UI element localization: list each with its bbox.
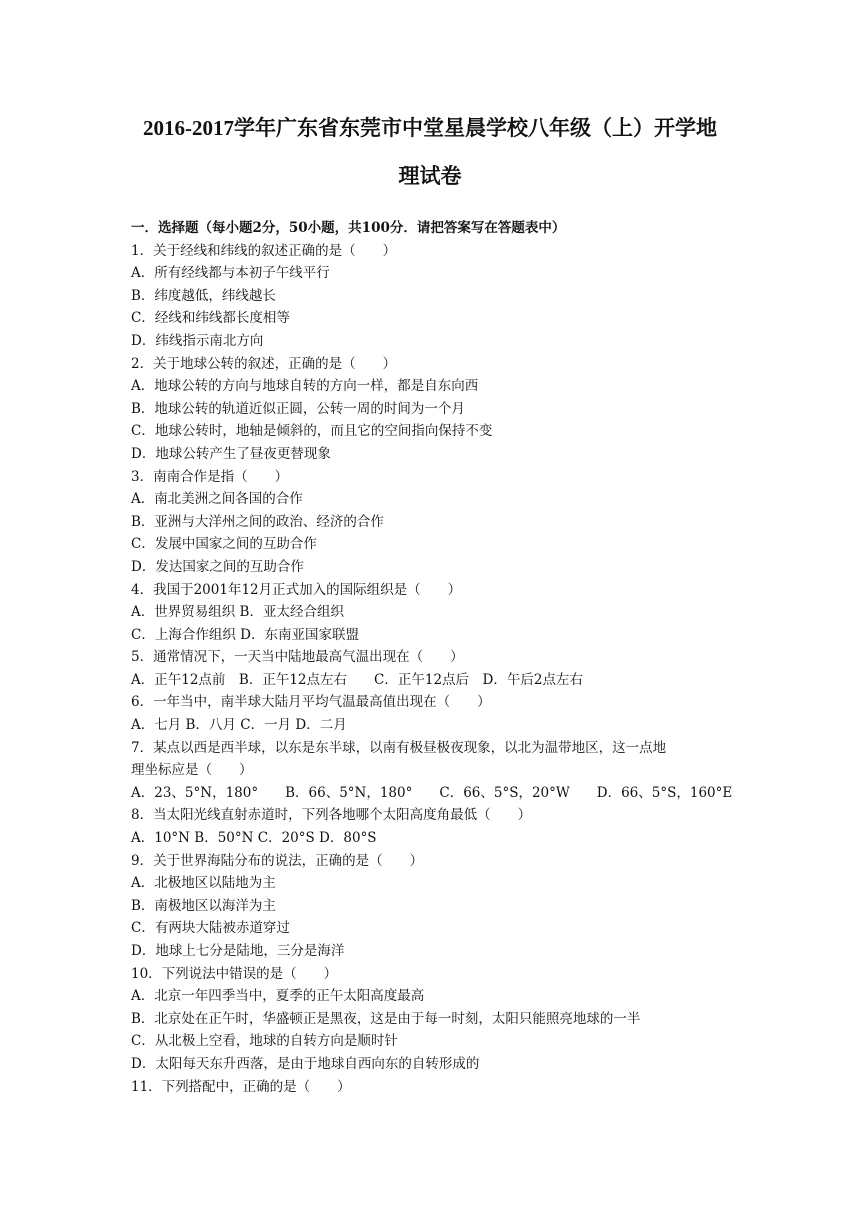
question-7-stem: 7．某点以西是西半球，以东是东半球，以南有极昼极夜现象，以北为温带地区，这一点地 (131, 739, 667, 756)
question-7-options: A．23、5°N，180° B．66、5°N，180° C．66、5°S，20°W D．66、5°S，160°E (131, 784, 733, 801)
question-2-option-a: A．地球公转的方向与地球自转的方向一样，都是自东向西 (131, 378, 479, 395)
question-2-option-c: C．地球公转时，地轴是倾斜的，而且它的空间指向保持不变 (131, 423, 493, 440)
question-3-option-a: A．南北美洲之间各国的合作 (131, 491, 303, 508)
question-1-option-d: D．纬线指示南北方向 (131, 332, 264, 349)
question-5-stem: 5．通常情况下，一天当中陆地最高气温出现在（ ） (131, 649, 464, 666)
question-7-stem-cont: 理坐标应是（ ） (131, 762, 253, 779)
exam-title-line-2: 理试卷 (398, 164, 462, 188)
question-5-options: A．正午12点前 B．正午12点左右 C．正午12点后 D．午后2点左右 (131, 671, 583, 688)
section-heading: 一．选择题（每小题2分，50小题，共100分．请把答案写在答题表中） (131, 220, 566, 236)
question-4-stem: 4．我国于2001年12月正式加入的国际组织是（ ） (131, 581, 462, 598)
question-1-option-b: B．纬度越低，纬线越长 (131, 287, 276, 304)
question-6-options: A．七月 B．八月 C．一月 D．二月 (131, 717, 347, 734)
question-1-option-c: C．经线和纬线都长度相等 (131, 310, 290, 327)
question-list (131, 240, 731, 1099)
question-1-stem: 1．关于经线和纬线的叙述正确的是（ ） (131, 242, 397, 259)
question-9-option-b: B．南极地区以海洋为主 (131, 897, 276, 914)
question-8-options: A．10°N B．50°N C．20°S D．80°S (131, 830, 377, 847)
question-2-option-b: B．地球公转的轨道近似正圆，公转一周的时间为一个月 (131, 400, 465, 417)
question-4-options-cd: C．上海合作组织 D．东南亚国家联盟 (131, 626, 359, 643)
question-1-option-a: A．所有经线都与本初子午线平行 (131, 265, 330, 282)
question-10-option-b: B．北京处在正午时，华盛顿正是黑夜，这是由于每一时刻，太阳只能照亮地球的一半 (131, 1010, 641, 1027)
question-3-option-b: B．亚洲与大洋州之间的政治、经济的合作 (131, 513, 384, 530)
question-2-option-d: D．地球公转产生了昼夜更替现象 (131, 445, 331, 462)
question-8-stem: 8．当太阳光线直射赤道时，下列各地哪个太阳高度角最低（ ） (131, 807, 532, 824)
exam-content (131, 217, 731, 1098)
question-10-option-d: D．太阳每天东升西落，是由于地球自西向东的自转形成的 (131, 1055, 480, 1072)
question-6-stem: 6．一年当中，南半球大陆月平均气温最高值出现在（ ） (131, 694, 491, 711)
question-9-stem: 9．关于世界海陆分布的说法，正确的是（ ） (131, 852, 424, 869)
question-9-option-d: D．地球上七分是陆地，三分是海洋 (131, 943, 345, 959)
question-10-stem: 10．下列说法中错误的是（ ） (131, 965, 338, 982)
question-3-stem: 3．南南合作是指（ ） (131, 468, 289, 485)
question-2-stem: 2．关于地球公转的叙述，正确的是（ ） (131, 355, 397, 372)
question-11-stem: 11．下列搭配中，正确的是（ ） (131, 1078, 351, 1095)
question-4-options-ab: A．世界贸易组织 B．亚太经合组织 (131, 604, 344, 621)
question-3-option-c: C．发展中国家之间的互助合作 (131, 536, 317, 553)
question-10-option-a: A．北京一年四季当中，夏季的正午太阳高度最高 (131, 988, 425, 1005)
exam-title-line-1: 2016-2017学年广东省东莞市中堂星晨学校八年级（上）开学地 (143, 116, 717, 140)
question-9-option-a: A．北极地区以陆地为主 (131, 875, 276, 892)
question-10-option-c: C．从北极上空看，地球的自转方向是顺时针 (131, 1033, 398, 1050)
question-9-option-c: C．有两块大陆被赤道穿过 (131, 920, 290, 937)
question-3-option-d: D．发达国家之间的互助合作 (131, 558, 304, 575)
